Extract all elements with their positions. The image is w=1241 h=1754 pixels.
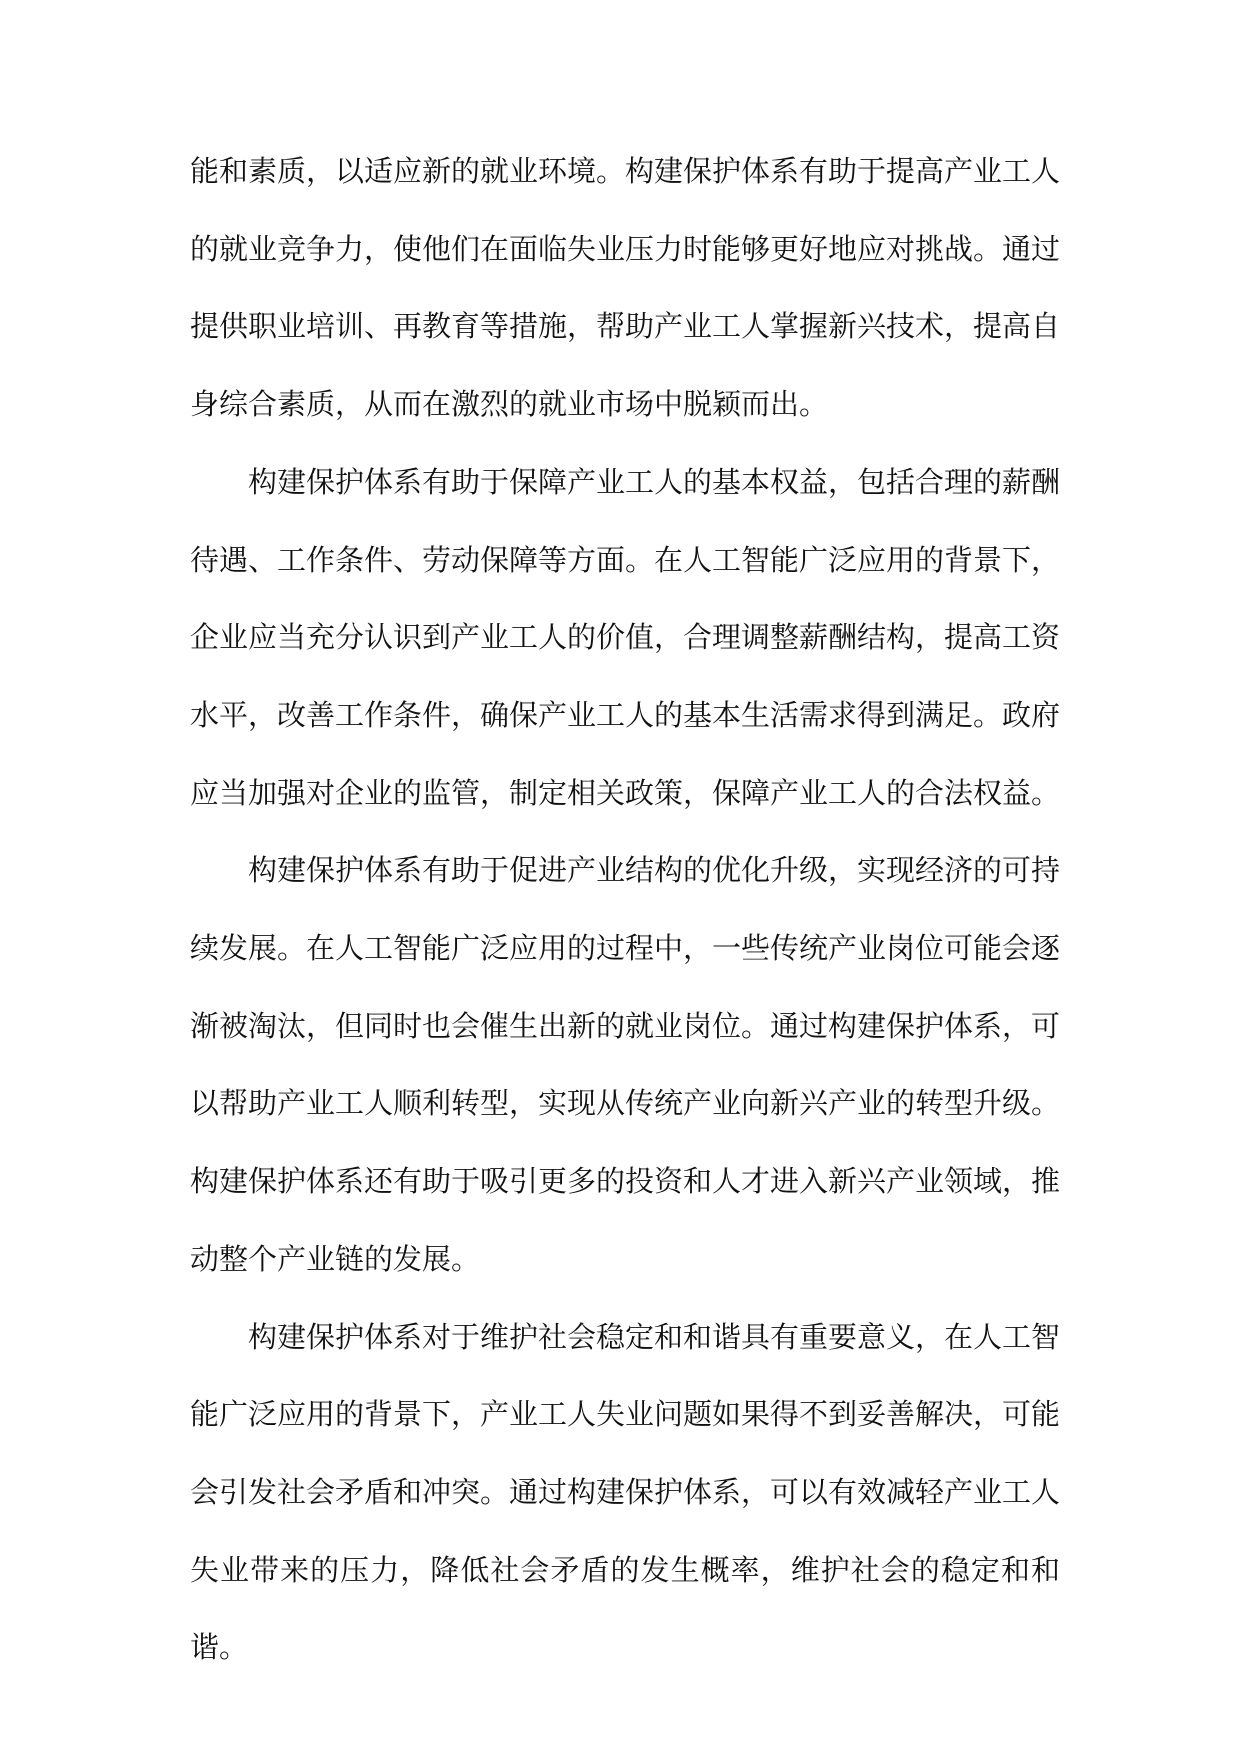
paragraph-basic-rights: 构建保护体系有助于保障产业工人的基本权益，包括合理的薪酬待遇、工作条件、劳动保障等方面。在人工智能广泛应用的背景下，企业应当充分认识到产业工人的价值，合理调整薪酬结构，提高工资水平，改善工作条件，确保产业工人的基本生活需求得到满足。政府应当加强对企业的监管，制定相关政策，保障产业工人的合法权益。 xyxy=(190,464,1061,810)
paragraph-industrial-upgrade: 构建保护体系有助于促进产业结构的优化升级，实现经济的可持续发展。在人工智能广泛应用的过程中，一些传统产业岗位可能会逐渐被淘汰，但同时也会催生出新的就业岗位。通过构建保护体系，可以帮助产业工人顺利转型，实现从传统产业向新兴产业的转型升级。构建保护体系还有助于吸引更多的投资和人才进入新兴产业领域，推动整个产业链的发展。 xyxy=(190,853,1061,1276)
paragraph-social-stability: 构建保护体系对于维护社会稳定和和谐具有重要意义，在人工智能广泛应用的背景下，产业工人失业问题如果得不到妥善解决，可能会引发社会矛盾和冲突。通过构建保护体系，可以有效减轻产业工人失业带来的压力，降低社会矛盾的发生概率，维护社会的稳定和和谐。 xyxy=(190,1319,1061,1665)
body-text xyxy=(190,133,1060,1687)
paragraph-continued: 能和素质，以适应新的就业环境。构建保护体系有助于提高产业工人的就业竞争力，使他们在面临失业压力时能够更好地应对挑战。通过提供职业培训、再教育等措施，帮助产业工人掌握新兴技术，提高自身综合素质，从而在激烈的就业市场中脱颖而出。 xyxy=(190,154,1061,422)
